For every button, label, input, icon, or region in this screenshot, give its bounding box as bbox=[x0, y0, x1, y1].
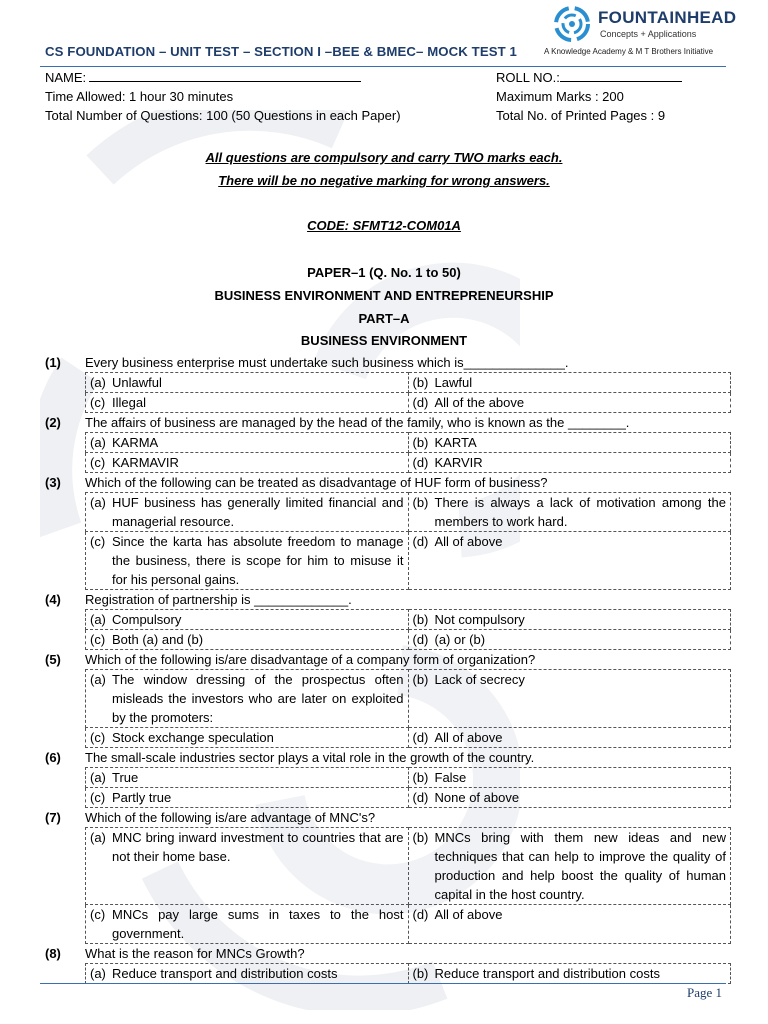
options-table bbox=[85, 963, 731, 984]
answer-option[interactable] bbox=[86, 630, 409, 650]
page-number: Page 1 bbox=[686, 985, 722, 1000]
header-divider bbox=[40, 66, 726, 67]
answer-option[interactable] bbox=[408, 610, 731, 630]
options-row bbox=[86, 788, 731, 808]
question-number: (8) bbox=[45, 946, 61, 961]
option-text: Partly true bbox=[112, 790, 172, 805]
options-row bbox=[86, 905, 731, 944]
answer-option[interactable] bbox=[86, 610, 409, 630]
answer-option[interactable] bbox=[408, 453, 731, 473]
answer-option[interactable] bbox=[86, 433, 409, 453]
question-item bbox=[45, 944, 731, 963]
option-label: (b) bbox=[412, 495, 429, 510]
maximum-marks: Maximum Marks : 200 bbox=[496, 89, 624, 104]
options-row bbox=[86, 532, 731, 590]
answer-option[interactable] bbox=[86, 670, 409, 728]
footer-divider bbox=[40, 983, 726, 984]
option-label: (b) bbox=[412, 612, 429, 627]
question-text: Registration of partnership is _____________. bbox=[85, 592, 352, 607]
option-text: Stock exchange speculation bbox=[112, 730, 274, 745]
name-label: NAME: bbox=[45, 70, 87, 85]
option-label: (d) bbox=[412, 790, 429, 805]
options-table bbox=[85, 432, 731, 473]
question-number: (7) bbox=[45, 810, 61, 825]
option-label: (a) bbox=[90, 612, 106, 627]
option-text: All of above bbox=[434, 534, 503, 549]
option-label: (d) bbox=[412, 730, 429, 745]
time-allowed: Time Allowed: 1 hour 30 minutes bbox=[45, 89, 234, 104]
option-label: (c) bbox=[90, 395, 106, 410]
question-text: The small-scale industries sector plays a vital role in the growth of the country. bbox=[85, 750, 535, 765]
options-table bbox=[85, 827, 731, 944]
logo-name: FOUNTAINHEAD bbox=[598, 8, 737, 27]
option-label: (c) bbox=[90, 534, 106, 549]
answer-option[interactable] bbox=[408, 828, 731, 905]
option-text: There is always a lack of motivation among the members to work hard. bbox=[434, 495, 726, 529]
question-item bbox=[45, 808, 731, 827]
answer-option[interactable] bbox=[408, 532, 731, 590]
logo-initiative: A Knowledge Academy & M T Brothers Initiative bbox=[544, 47, 714, 56]
question-number: (6) bbox=[45, 750, 61, 765]
option-text: Compulsory bbox=[112, 612, 182, 627]
options-table bbox=[85, 767, 731, 808]
answer-option[interactable] bbox=[408, 788, 731, 808]
option-label: (c) bbox=[90, 455, 106, 470]
document-header-title: CS FOUNDATION – UNIT TEST – SECTION I –BEE & BMEC– MOCK TEST 1 bbox=[45, 44, 517, 59]
option-text: False bbox=[434, 770, 467, 785]
options-row bbox=[86, 373, 731, 393]
meta-right bbox=[496, 68, 682, 125]
question-list bbox=[45, 353, 731, 984]
option-label: (a) bbox=[90, 435, 106, 450]
answer-option[interactable] bbox=[86, 373, 409, 393]
answer-option[interactable] bbox=[408, 373, 731, 393]
answer-option[interactable] bbox=[86, 768, 409, 788]
answer-option[interactable] bbox=[86, 828, 409, 905]
option-text: KARTA bbox=[434, 435, 477, 450]
options-row bbox=[86, 670, 731, 728]
options-table bbox=[85, 609, 731, 650]
option-label: (d) bbox=[412, 534, 429, 549]
options-row bbox=[86, 828, 731, 905]
option-text: KARVIR bbox=[434, 455, 483, 470]
option-label: (c) bbox=[90, 907, 106, 922]
option-text: Reduce transport and distribution costs bbox=[434, 966, 660, 981]
fountainhead-logo bbox=[544, 4, 760, 64]
option-label: (a) bbox=[90, 672, 106, 687]
logo-tagline: Concepts + Applications bbox=[600, 29, 697, 39]
question-number: (1) bbox=[45, 355, 61, 370]
option-text: HUF business has generally limited financial and managerial resource. bbox=[112, 495, 404, 529]
answer-option[interactable] bbox=[408, 964, 731, 984]
option-text: Lack of secrecy bbox=[434, 672, 525, 687]
option-text: Illegal bbox=[112, 395, 146, 410]
question-text: Which of the following is/are advantage of MNC's? bbox=[85, 810, 376, 825]
option-text: MNCs pay large sums in taxes to the host government. bbox=[112, 907, 404, 941]
paper-section: BUSINESS ENVIRONMENT bbox=[300, 333, 468, 348]
options-row bbox=[86, 768, 731, 788]
option-label: (a) bbox=[90, 830, 106, 845]
option-label: (d) bbox=[412, 455, 429, 470]
question-item bbox=[45, 748, 731, 767]
question-text: Which of the following can be treated as disadvantage of HUF form of business? bbox=[85, 475, 548, 490]
option-text: Lawful bbox=[434, 375, 473, 390]
option-text: All of above bbox=[434, 907, 503, 922]
option-label: (a) bbox=[90, 770, 106, 785]
options-table bbox=[85, 669, 731, 748]
question-text: What is the reason for MNCs Growth? bbox=[85, 946, 305, 961]
answer-option[interactable] bbox=[408, 630, 731, 650]
paper-part: PART–A bbox=[358, 311, 410, 326]
option-text: Both (a) and (b) bbox=[112, 632, 204, 647]
option-text: KARMAVIR bbox=[112, 455, 179, 470]
printed-pages: Total No. of Printed Pages : 9 bbox=[496, 108, 666, 123]
question-text: Which of the following is/are disadvantage of a company form of organization? bbox=[85, 652, 536, 667]
option-label: (b) bbox=[412, 830, 429, 845]
options-row bbox=[86, 453, 731, 473]
question-item bbox=[45, 413, 731, 432]
name-blank-line bbox=[89, 69, 361, 82]
answer-option[interactable] bbox=[86, 788, 409, 808]
question-item bbox=[45, 473, 731, 492]
option-text: Unlawful bbox=[112, 375, 162, 390]
instruction-line-2: There will be no negative marking for wrong answers. bbox=[218, 173, 550, 188]
options-row bbox=[86, 393, 731, 413]
paper-subject: BUSINESS ENVIRONMENT AND ENTREPRENEURSHIP bbox=[214, 288, 554, 303]
total-questions: Total Number of Questions: 100 (50 Questions in each Paper) bbox=[45, 108, 401, 123]
answer-option[interactable] bbox=[408, 728, 731, 748]
option-text: (a) or (b) bbox=[434, 632, 486, 647]
answer-option[interactable] bbox=[86, 532, 409, 590]
option-label: (c) bbox=[90, 730, 106, 745]
options-row bbox=[86, 433, 731, 453]
option-text: Reduce transport and distribution costs bbox=[112, 966, 338, 981]
options-row bbox=[86, 630, 731, 650]
question-text: Every business enterprise must undertake such business which is______________. bbox=[85, 355, 569, 370]
option-text: MNCs bring with them new ideas and new techniques that can help to improve the quality of production and help boost the quality of human capital in the host country. bbox=[434, 830, 726, 902]
answer-option[interactable] bbox=[408, 433, 731, 453]
option-label: (b) bbox=[412, 966, 429, 981]
options-table bbox=[85, 492, 731, 590]
option-label: (c) bbox=[90, 632, 106, 647]
question-item bbox=[45, 590, 731, 609]
answer-option[interactable] bbox=[408, 905, 731, 944]
option-label: (d) bbox=[412, 632, 429, 647]
question-number: (4) bbox=[45, 592, 61, 607]
answer-option[interactable] bbox=[86, 453, 409, 473]
answer-option[interactable] bbox=[408, 670, 731, 728]
option-text: KARMA bbox=[112, 435, 159, 450]
option-label: (c) bbox=[90, 790, 106, 805]
option-label: (d) bbox=[412, 907, 429, 922]
option-text: None of above bbox=[434, 790, 520, 805]
options-row bbox=[86, 610, 731, 630]
answer-option[interactable] bbox=[86, 964, 409, 984]
option-label: (b) bbox=[412, 435, 429, 450]
option-label: (b) bbox=[412, 770, 429, 785]
options-row bbox=[86, 964, 731, 984]
option-text: The window dressing of the prospectus often misleads the investors who are later on exploited by the promoters: bbox=[112, 672, 404, 725]
option-label: (b) bbox=[412, 672, 429, 687]
options-row bbox=[86, 728, 731, 748]
question-number: (2) bbox=[45, 415, 61, 430]
answer-option[interactable] bbox=[86, 493, 409, 532]
option-label: (a) bbox=[90, 375, 106, 390]
option-text: Not compulsory bbox=[434, 612, 525, 627]
paper-code: CODE: SFMT12-COM01A bbox=[307, 218, 461, 233]
answer-option[interactable] bbox=[86, 905, 409, 944]
answer-option[interactable] bbox=[408, 393, 731, 413]
answer-option[interactable] bbox=[408, 493, 731, 532]
answer-option[interactable] bbox=[408, 768, 731, 788]
option-text: All of above bbox=[434, 730, 503, 745]
question-item bbox=[45, 650, 731, 669]
answer-option[interactable] bbox=[86, 728, 409, 748]
instruction-line-1: All questions are compulsory and carry TWO marks each. bbox=[205, 150, 563, 165]
option-label: (a) bbox=[90, 495, 106, 510]
option-label: (a) bbox=[90, 966, 106, 981]
options-table bbox=[85, 372, 731, 413]
option-text: True bbox=[112, 770, 139, 785]
option-text: MNC bring inward investment to countries that are not their home base. bbox=[112, 830, 404, 864]
meta-left bbox=[45, 68, 401, 125]
option-text: Since the karta has absolute freedom to manage the business, there is scope for him to misuse it for his personal gains. bbox=[112, 534, 404, 587]
question-number: (5) bbox=[45, 652, 61, 667]
question-number: (3) bbox=[45, 475, 61, 490]
paper-title: PAPER–1 (Q. No. 1 to 50) bbox=[307, 265, 461, 280]
question-item bbox=[45, 353, 731, 372]
option-label: (b) bbox=[412, 375, 429, 390]
answer-option[interactable] bbox=[86, 393, 409, 413]
options-row bbox=[86, 493, 731, 532]
question-text: The affairs of business are managed by the head of the family, who is known as the ________. bbox=[85, 415, 630, 430]
roll-label: ROLL NO.: bbox=[496, 70, 560, 85]
option-label: (d) bbox=[412, 395, 429, 410]
roll-blank-line bbox=[560, 69, 682, 82]
swirl-logo-icon bbox=[552, 4, 592, 44]
option-text: All of the above bbox=[434, 395, 525, 410]
